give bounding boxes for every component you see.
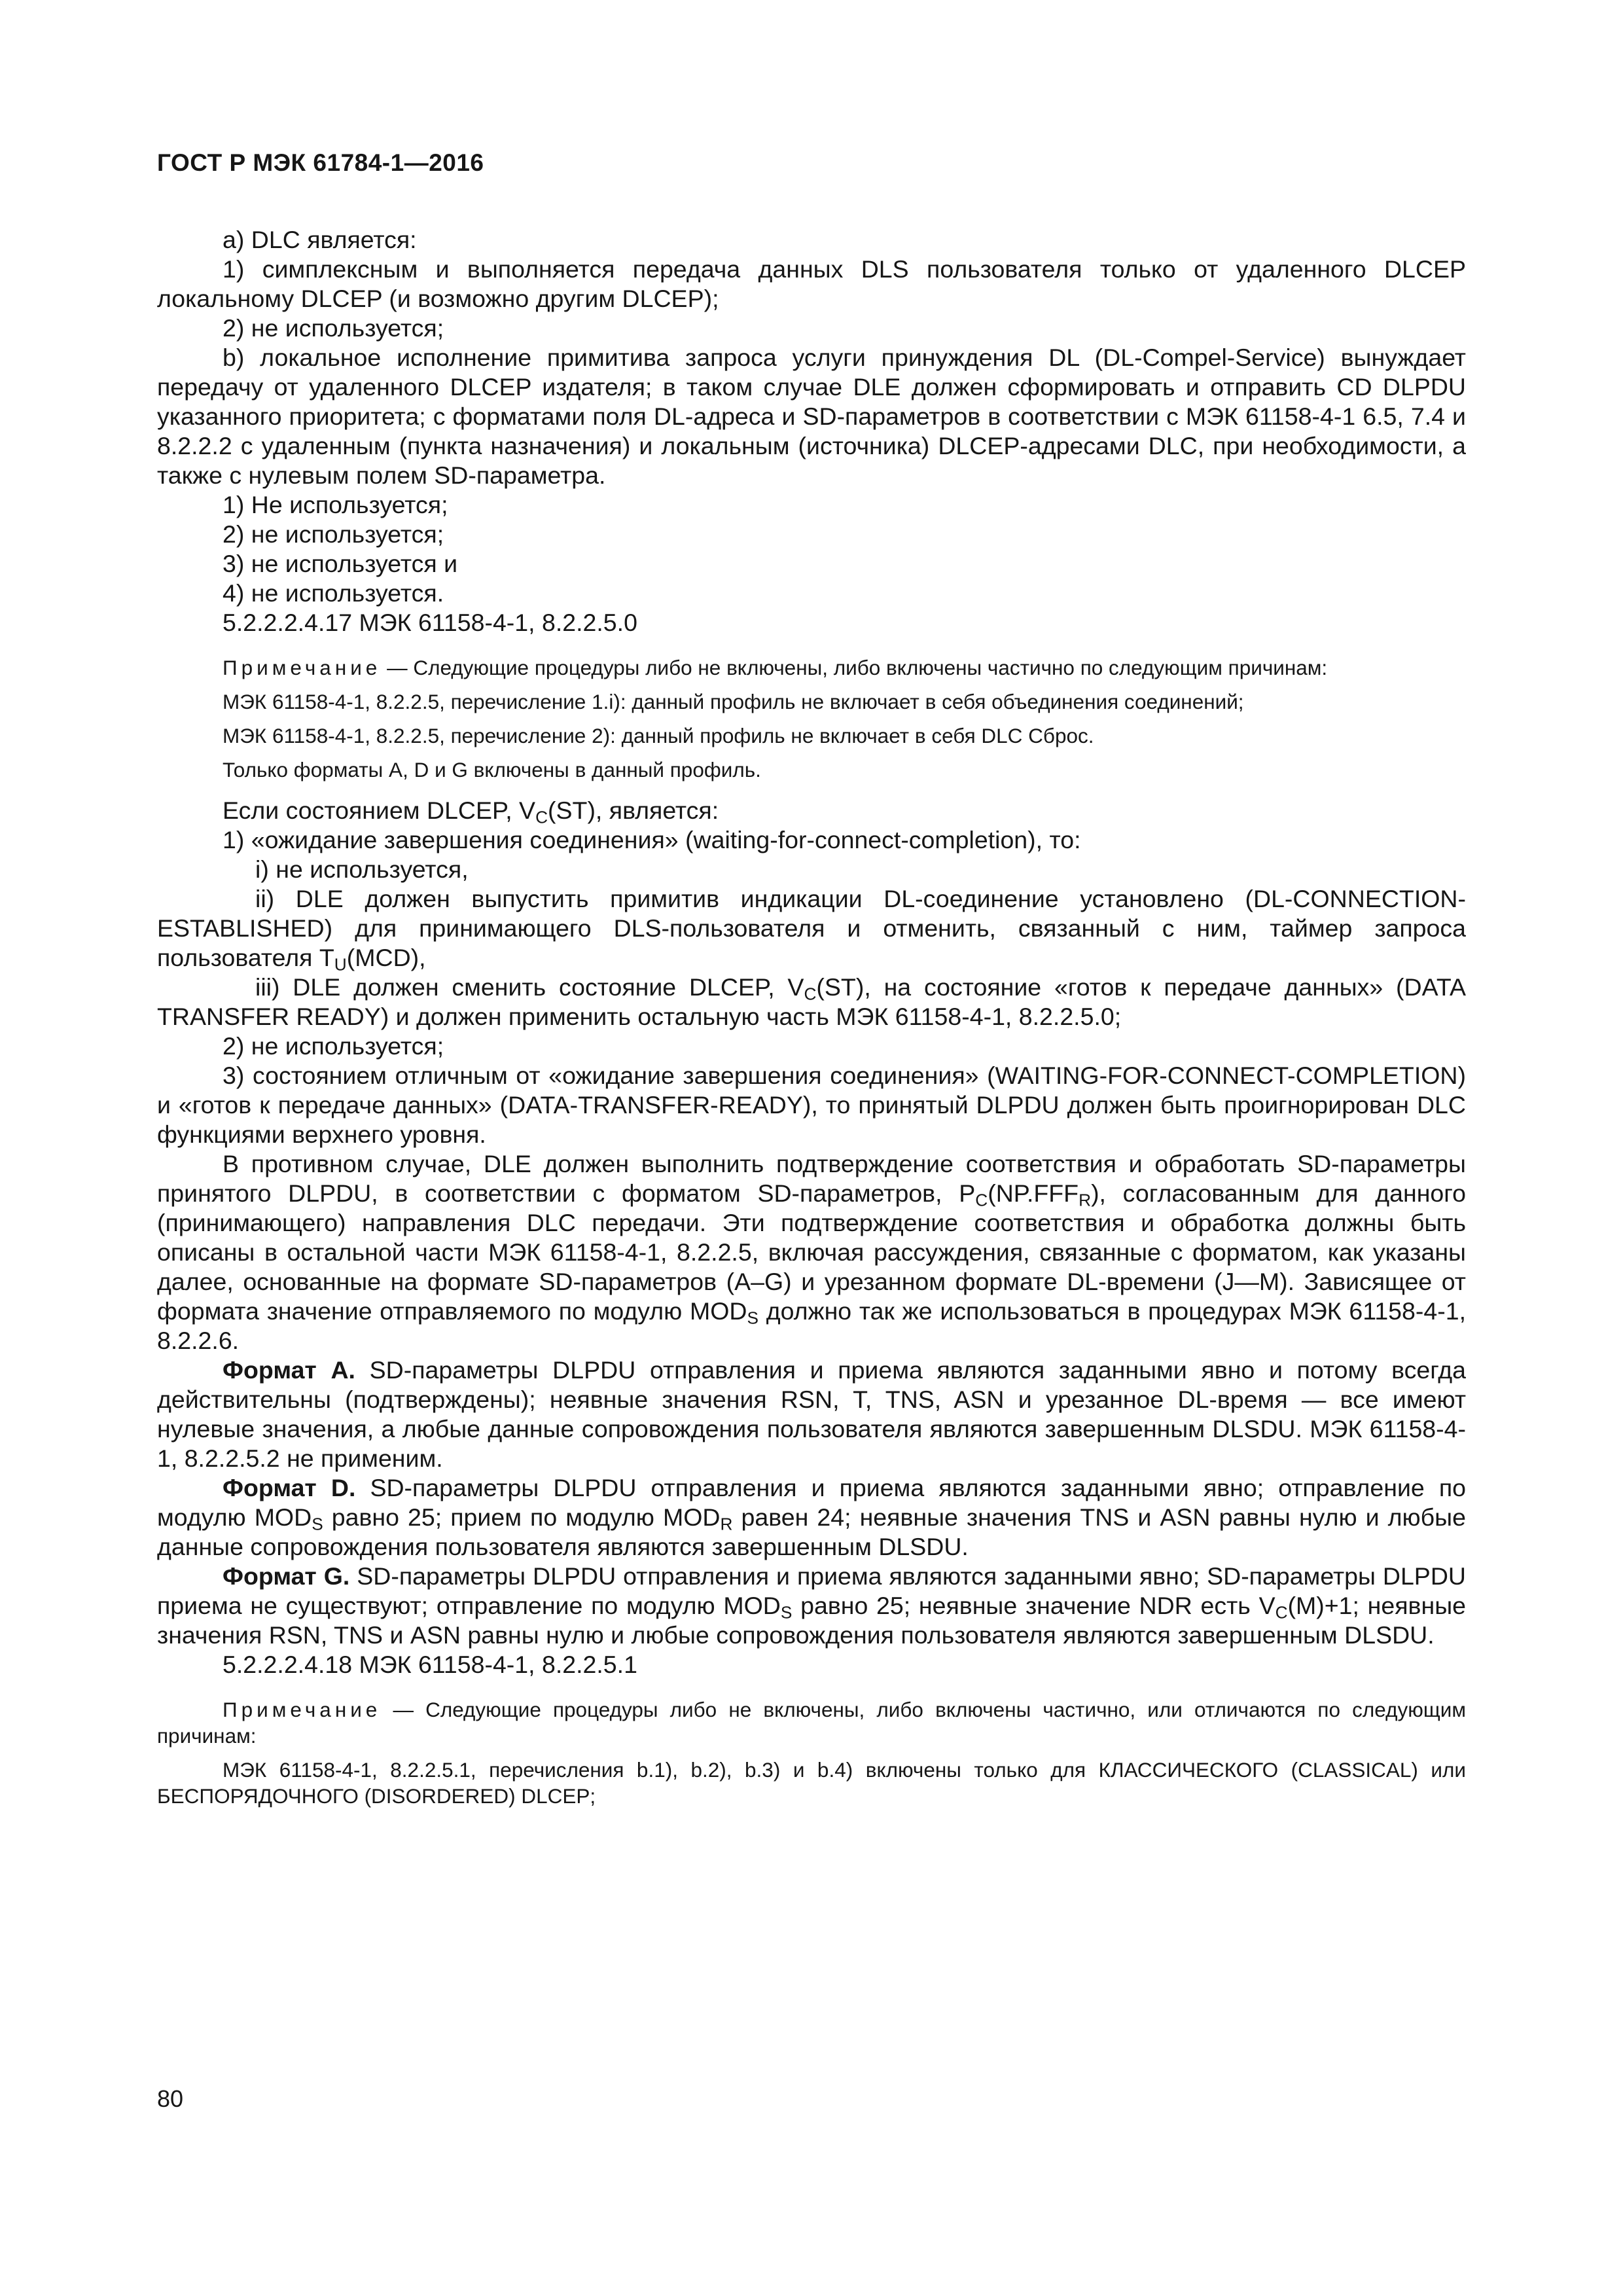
paragraph: 1) «ожидание завершения соединения» (waiting-for-connect-completion), то:	[223, 826, 1081, 853]
paragraph: 2) не используется;	[223, 520, 444, 548]
section-number: 5.2.2.2.4.18 МЭК 61158-4-1, 8.2.2.5.1	[223, 1651, 637, 1678]
paragraph: b) локальное исполнение примитива запроса услуги принуждения DL (DL-Compel-Service) вынуждает передачу от удаленного DLCEP издателя; в таком случае DLE должен сформировать и отправить CD DLPDU указанного приоритета; с форматами поля DL-адреса и SD-параметров в соответствии с МЭК 61158-4-1 6.5, 7.4 и 8.2.2.2 с удаленным (пункта назначения) и локальным (источника) DLCEP-адресами DLC, при необходимости, а также с нулевым полем SD-параметра.	[157, 344, 1466, 489]
note-item: МЭК 61158-4-1, 8.2.2.5, перечисление 1.i): данный профиль не включает в себя объединения соединений;	[223, 690, 1244, 713]
note-text: — Следующие процедуры либо не включены, либо включены частично по следующим причинам:	[381, 656, 1328, 679]
paragraph: Если состоянием DLCEP, $V_C(ST)$, является:	[223, 797, 719, 827]
paragraph: Формат D. SD-параметры DLPDU отправления и приема являются заданными явно; отправление по модулю $MOD_S$ равно 25; прием по модулю $MOD_R$ равен 24; неявные значения TNS и ASN равны нулю и любые данные сопровождения пользователя являются завершенным DLSDU.	[157, 1474, 1466, 1560]
note-heading	[157, 1696, 1466, 1749]
note-item: Только форматы A, D и G включены в данный профиль.	[223, 758, 761, 781]
document-header: ГОСТ Р МЭК 61784-1—2016	[157, 149, 484, 176]
note-item: МЭК 61158-4-1, 8.2.2.5.1, перечисления b.1), b.2), b.3) и b.4) включены только для КЛАССИЧЕСКОГО (CLASSICAL) или БЕСПОРЯДОЧНОГО (DISORDERED) DLCEP;	[157, 1758, 1466, 1808]
paragraph: iii) DLE должен сменить состояние DLCEP, $V_C(ST)$, на состояние «готов к передаче данных» (DATA TRANSFER READY) и должен применить остальную часть МЭК 61158-4-1, 8.2.2.5.0;	[157, 973, 1466, 1030]
paragraph: Формат А. SD-параметры DLPDU отправления и приема являются заданными явно и потому всегда действительны (подтверждены); неявные значения RSN, T, TNS, ASN и урезанное DL-время — все имеют нулевые значения, а любые данные сопровождения пользователя являются завершенным DLSDU. МЭК 61158-4-1, 8.2.2.5.2 не применим.	[157, 1356, 1466, 1472]
paragraph: ii) DLE должен выпустить примитив индикации DL-соединение установлено (DL-CONNECTION-ESTABLISHED) для принимающего DLS-пользователя и отменить, связанный с ним, таймер запроса пользователя $T_U(MCD)$,	[157, 885, 1466, 975]
note-label: Примечание	[223, 656, 382, 679]
note-label: Примечание	[223, 1698, 382, 1721]
paragraph: В противном случае, DLE должен выполнить подтверждение соответствия и обработать SD-параметры принятого DLPDU, в соответствии с форматом SD-параметров, $P_C(NP.FFF_R)$, согласованным для данного (принимающего) направления DLC передачи. Эти подтверждение соответствия и обработка должны быть описаны в остальной части МЭК 61158-4-1, 8.2.2.5, включая рассуждения, связанные с форматом, как указаны далее, основанные на формате SD-параметров (A–G) и урезанном формате DL-времени (J—M). Зависящее от формата значение отправляемого по модулю $MOD_S$ должно так же использоваться в процедурах МЭК 61158-4-1, 8.2.2.6.	[157, 1150, 1467, 1354]
paragraph: 3) не используется и	[223, 550, 458, 577]
page-number: 80	[157, 2085, 184, 2112]
note-heading	[157, 655, 1466, 681]
note-item: МЭК 61158-4-1, 8.2.2.5, перечисление 2): данный профиль не включает в себя DLC Сброс.	[223, 724, 1094, 747]
paragraph: 2) не используется;	[223, 314, 444, 342]
section-number: 5.2.2.2.4.17 МЭК 61158-4-1, 8.2.2.5.0	[223, 609, 637, 636]
paragraph: 2) не используется;	[223, 1032, 444, 1060]
document-body	[157, 225, 1466, 1809]
note-text: — Следующие процедуры либо не включены, либо включены частично, или отличаются по следующим причинам:	[157, 1698, 1466, 1748]
paragraph: Формат G. SD-параметры DLPDU отправления и приема являются заданными явно; SD-параметры DLPDU приема не существуют; отправление по модулю $MOD_S$ равно 25; неявные значение NDR есть $V_C(M)+1$; неявные значения RSN, TNS и ASN равны нулю и любые сопровождения пользователя являются завершенным DLSDU.	[157, 1562, 1466, 1649]
paragraph: 4) не используется.	[223, 579, 444, 607]
paragraph: i) не используется,	[255, 855, 469, 883]
paragraph: 1) Не используется;	[223, 491, 448, 518]
paragraph: 1) симплексным и выполняется передача данных DLS пользователя только от удаленного DLCEP локальному DLCEP (и возможно другим DLCEP);	[157, 255, 1466, 312]
paragraph: 3) состоянием отличным от «ожидание завершения соединения» (WAITING-FOR-CONNECT-COMPLETION) и «готов к передаче данных» (DATA-TRANSFER-READY), то принятый DLPDU должен быть проигнорирован DLC функциями верхнего уровня.	[157, 1062, 1466, 1148]
paragraph: a) DLC является:	[223, 226, 417, 253]
